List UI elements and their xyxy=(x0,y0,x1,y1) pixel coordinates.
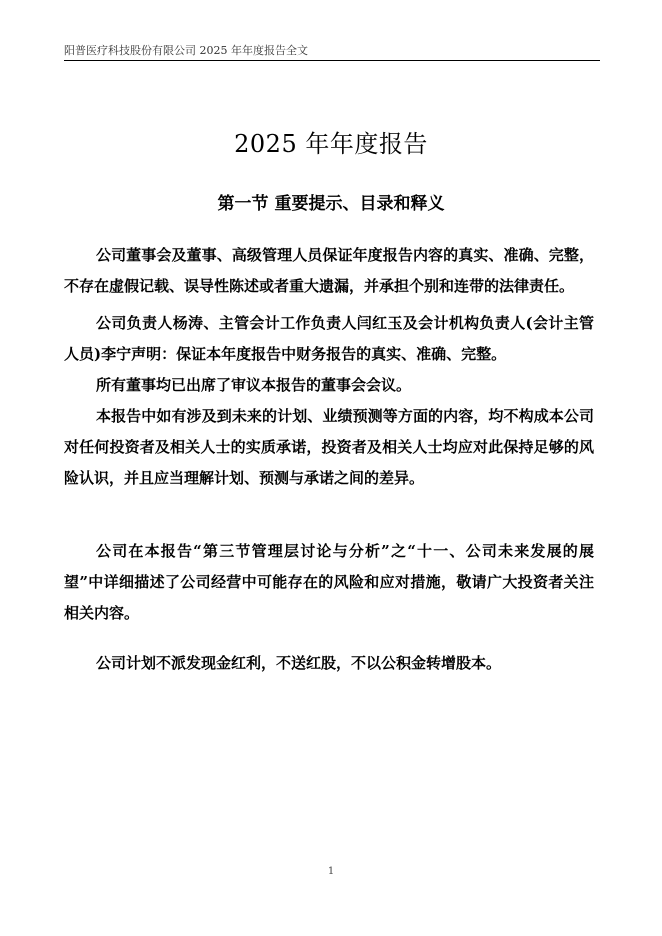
body-group-2 xyxy=(64,536,594,629)
section-title: 第一节 重要提示、目录和释义 xyxy=(217,194,445,214)
page-number: 1 xyxy=(327,866,335,877)
paragraph-responsibility: 公司董事会及董事、高级管理人员保证年度报告内容的真实、准确、完整，不存在虚假记载、误导性陈述或者重大遗漏，并承担个别和连带的法律责任。 xyxy=(64,246,594,295)
page-header: 阳普医疗科技股份有限公司 2025 年年度报告全文 xyxy=(64,44,308,57)
paragraph-attendance: 所有董事均已出席了审议本报告的董事会会议。 xyxy=(96,376,412,394)
paragraph-forward-looking: 本报告中如有涉及到未来的计划、业绩预测等方面的内容，均不构成本公司对任何投资者及相关人士的实质承诺，投资者及相关人士均应对此保持足够的风险认识，并且应当理解计划、预测与承诺之间的差异。 xyxy=(64,407,594,487)
body-group-1 xyxy=(64,240,594,494)
paragraph-dividend: 公司计划不派发现金红利，不送红股，不以公积金转增股本。 xyxy=(96,654,502,672)
paragraph-declaration: 公司负责人杨涛、主管会计工作负责人闫红玉及会计机构负责人(会计主管人员)李宁声明：保证本年度报告中财务报告的真实、准确、完整。 xyxy=(64,314,594,363)
body-group-3 xyxy=(64,648,594,679)
report-title: 2025 年年度报告 xyxy=(234,130,428,158)
paragraph-risk: 公司在本报告“第三节管理层讨论与分析”之“十一、公司未来发展的展望”中详细描述了公司经营中可能存在的风险和应对措施，敬请广大投资者关注相关内容。 xyxy=(64,542,594,622)
header-divider xyxy=(64,60,600,61)
